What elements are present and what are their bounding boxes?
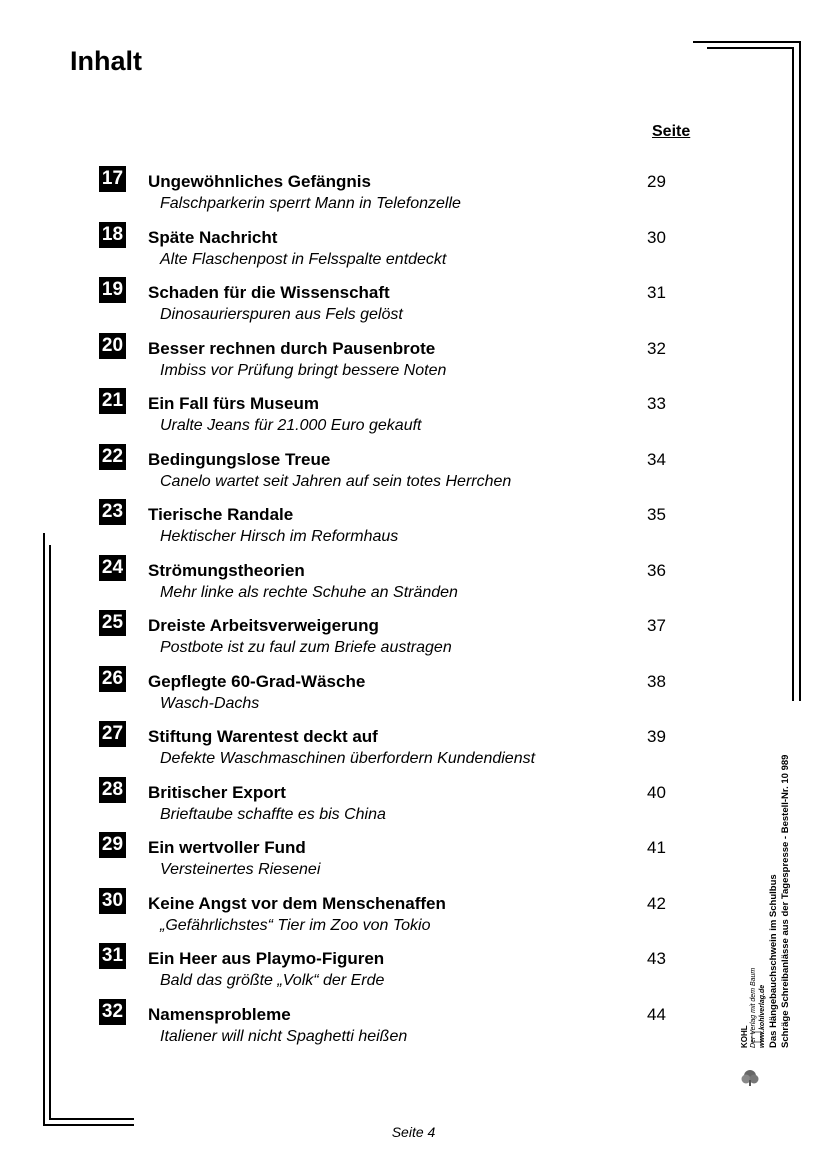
entry-number-badge: 30 <box>99 888 126 914</box>
entry-title: Ein wertvoller Fund <box>148 838 306 857</box>
toc-entry <box>0 499 827 551</box>
entry-page-number: 33 <box>647 394 666 413</box>
entry-subtitle: Postbote ist zu faul zum Briefe austragen <box>160 639 452 656</box>
toc-entry <box>0 388 827 440</box>
toc-entry <box>0 666 827 718</box>
entry-number-badge: 17 <box>99 166 126 192</box>
entry-subtitle: Italiener will nicht Spaghetti heißen <box>160 1027 408 1045</box>
entry-subtitle: Defekte Waschmaschinen überfordern Kundendienst <box>160 750 536 767</box>
toc-entry <box>0 999 827 1051</box>
sidebar-book-subtitle: Schräge Schreibanlässe aus der Tagespresse - Bestell-Nr. 10 989 <box>780 754 791 1048</box>
entry-subtitle: Uralte Jeans für 21.000 Euro gekauft <box>160 417 422 434</box>
entry-title: Ungewöhnliches Gefängnis <box>148 172 371 191</box>
entry-page-number: 37 <box>647 616 666 635</box>
toc-entry <box>0 277 827 329</box>
entry-page-number: 44 <box>647 1004 666 1024</box>
entry-page-number: 39 <box>647 727 666 746</box>
entry-subtitle: Bald das größte „Volk“ der Erde <box>160 972 385 989</box>
entry-page-number: 34 <box>647 449 666 469</box>
entry-title: Namensprobleme <box>148 1004 291 1024</box>
entry-subtitle: Brieftaube schaffte es bis China <box>160 805 386 823</box>
entry-subtitle: Mehr linke als rechte Schuhe an Stränden <box>160 583 458 601</box>
entry-number-badge: 32 <box>99 999 126 1025</box>
entry-subtitle: Versteinertes Riesenei <box>160 861 321 878</box>
entry-number-badge: 27 <box>99 721 126 747</box>
sidebar-url: www.kohlverlag.de <box>759 984 766 1048</box>
entry-subtitle: Wasch-Dachs <box>160 694 260 712</box>
sidebar-tagline: Der Verlag mit dem Baum <box>750 967 757 1048</box>
entry-subtitle: Canelo wartet seit Jahren auf sein totes Herrchen <box>160 472 512 490</box>
toc-entry <box>0 166 827 218</box>
entry-title: Dreiste Arbeitsverweigerung <box>148 616 379 635</box>
toc-entry <box>0 777 827 829</box>
entry-number-badge: 29 <box>99 832 126 858</box>
sidebar-publisher: KOHL <box>740 1025 749 1048</box>
toc-entry <box>0 832 827 884</box>
entry-number-badge: 25 <box>99 610 126 636</box>
entry-page-number: 38 <box>647 671 666 691</box>
entry-page-number: 31 <box>647 283 666 302</box>
entry-page-number: 41 <box>647 838 666 857</box>
page-footer: Seite 4 <box>391 1124 436 1140</box>
entry-page-number: 40 <box>647 782 666 802</box>
vertical-sidebar <box>738 728 791 1088</box>
frame-bottom-line-inner <box>49 1118 134 1120</box>
entry-title: Schaden für die Wissenschaft <box>148 283 390 302</box>
sidebar-book-title: Das Hängebauchschwein im Schulbus <box>768 874 779 1048</box>
entry-title: Bedingungslose Treue <box>148 449 331 469</box>
entry-page-number: 43 <box>647 949 666 968</box>
entry-title: Britischer Export <box>148 782 286 802</box>
toc-entry <box>0 555 827 607</box>
entry-subtitle: Hektischer Hirsch im Reformhaus <box>160 528 399 545</box>
entry-number-badge: 21 <box>99 388 126 414</box>
entry-page-number: 42 <box>647 893 666 913</box>
entry-subtitle: Falschparkerin sperrt Mann in Telefonzelle <box>160 195 461 212</box>
entry-title: Besser rechnen durch Pausenbrote <box>148 338 436 358</box>
entry-title: Ein Heer aus Playmo-Figuren <box>148 949 385 968</box>
frame-top-line-outer <box>693 41 800 43</box>
entry-subtitle: „Gefährlichstes“ Tier im Zoo von Tokio <box>160 916 431 934</box>
entry-title: Späte Nachricht <box>148 227 278 247</box>
entry-page-number: 36 <box>647 560 666 580</box>
entry-title: Strömungstheorien <box>148 560 305 580</box>
entry-title: Keine Angst vor dem Menschenaffen <box>148 893 446 913</box>
entry-number-badge: 31 <box>99 943 126 969</box>
entry-number-badge: 20 <box>99 333 126 359</box>
entry-number-badge: 18 <box>99 222 126 248</box>
entry-subtitle: Imbiss vor Prüfung bringt bessere Noten <box>160 361 447 379</box>
entry-number-badge: 22 <box>99 444 126 470</box>
entry-number-badge: 19 <box>99 277 126 303</box>
frame-top-line-inner <box>707 47 793 49</box>
entry-page-number: 35 <box>647 505 666 524</box>
page-title: Inhalt <box>70 46 142 76</box>
entry-title: Gepflegte 60-Grad-Wäsche <box>148 671 366 691</box>
entry-number-badge: 28 <box>99 777 126 803</box>
entry-title: Ein Fall fürs Museum <box>148 394 319 413</box>
entry-number-badge: 26 <box>99 666 126 692</box>
toc-entry <box>0 610 827 662</box>
toc-entry <box>0 888 827 940</box>
entry-page-number: 29 <box>647 172 666 191</box>
toc-entry <box>0 721 827 773</box>
entry-page-number: 30 <box>647 227 666 247</box>
page-column-label: Seite <box>652 123 691 140</box>
toc-entry <box>0 222 827 274</box>
entry-number-badge: 24 <box>99 555 126 581</box>
entry-number-badge: 23 <box>99 499 126 525</box>
entry-page-number: 32 <box>647 338 666 358</box>
toc-entry <box>0 943 827 995</box>
toc-entry <box>0 444 827 496</box>
entry-subtitle: Dinosaurierspuren aus Fels gelöst <box>160 306 403 323</box>
entry-title: Stiftung Warentest deckt auf <box>148 727 378 746</box>
toc-entry <box>0 333 827 385</box>
entry-title: Tierische Randale <box>148 505 294 524</box>
entry-subtitle: Alte Flaschenpost in Felsspalte entdeckt <box>160 250 447 268</box>
